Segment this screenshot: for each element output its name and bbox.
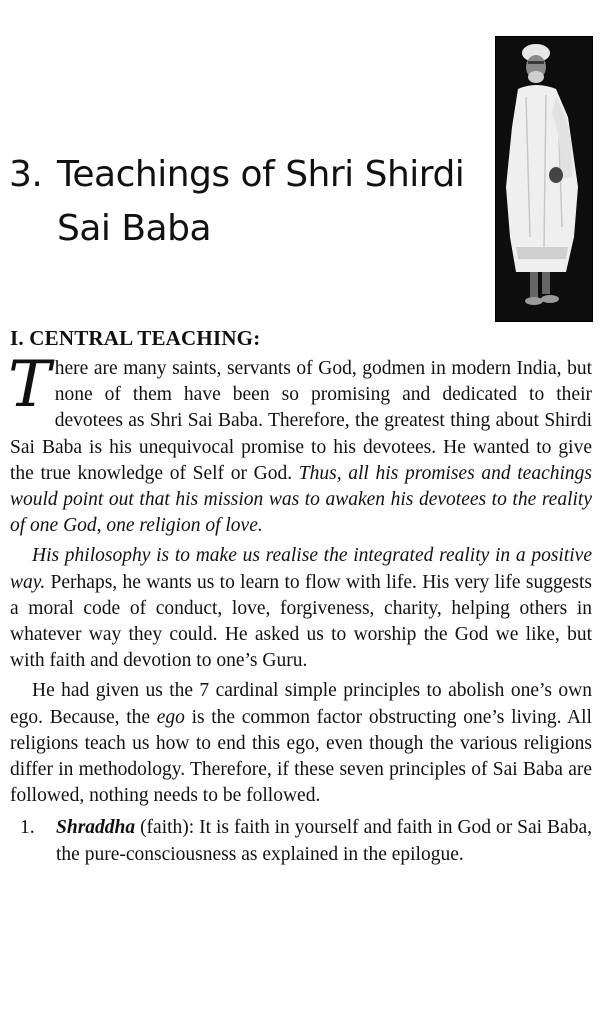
paragraph-3-text-b: is the common factor obstructing one’s living. All religions teach us how to end this ego, even though the various religions differ in methodology. Therefore, if these seven principles of Sai Baba are followed, nothing needs to be followed. [10, 706, 592, 807]
principles-list [10, 815, 592, 867]
list-item-number: 1. [20, 817, 35, 839]
paragraph-2-text: Perhaps, he wants us to learn to flow with life. His very life suggests a moral code of conduct, love, forgiveness, charity, helping others in whatever way they could. He asked us to worship the God we like, but with faith and devotion to one’s Guru. [10, 571, 592, 672]
paragraph-1-italic: Thus, all his promises and teachings would point out that his mission was to awaken his devotees to the reality of one God, one religion of love. [10, 462, 592, 537]
standing-figure-image [496, 37, 592, 321]
paragraph-3-text-a: He had given us the 7 cardinal simple principles to abolish one’s own ego. Because, the [10, 680, 592, 728]
list-item-text: (faith): It is faith in yourself and faith in God or Sai Baba, the pure-consciousness as explained in the epilogue. [56, 817, 592, 865]
paragraph-3 [10, 678, 592, 809]
chapter-title [9, 148, 464, 256]
ego-word: ego [156, 706, 185, 728]
paragraph-1 [8, 348, 592, 539]
chapter-title-line1: Teachings of Shri Shirdi [57, 154, 465, 195]
section-heading: I. CENTRAL TEACHING: [10, 326, 261, 350]
saint-portrait-photo [495, 36, 593, 322]
paragraph-1-text: here are many saints, servants of God, godmen in modern India, but none of them have been so promising and dedicated to their devotees as Shri Sai Baba. Therefore, the greatest thing about Shirdi Sai Baba is his unequivocal promise to his devotees. He wanted to give the true knowledge of Self or God. [10, 358, 592, 484]
drop-cap: T [8, 348, 51, 422]
paragraph-2 [10, 543, 592, 674]
paragraph-2-italic: His philosophy is to make us realise the integrated reality in a positive way. [10, 545, 592, 593]
chapter-title-line2: Sai Baba [57, 208, 212, 249]
list-item [10, 815, 592, 867]
list-item-term: Shraddha [56, 817, 136, 839]
body-text [8, 348, 592, 868]
chapter-number: 3. [9, 154, 43, 195]
